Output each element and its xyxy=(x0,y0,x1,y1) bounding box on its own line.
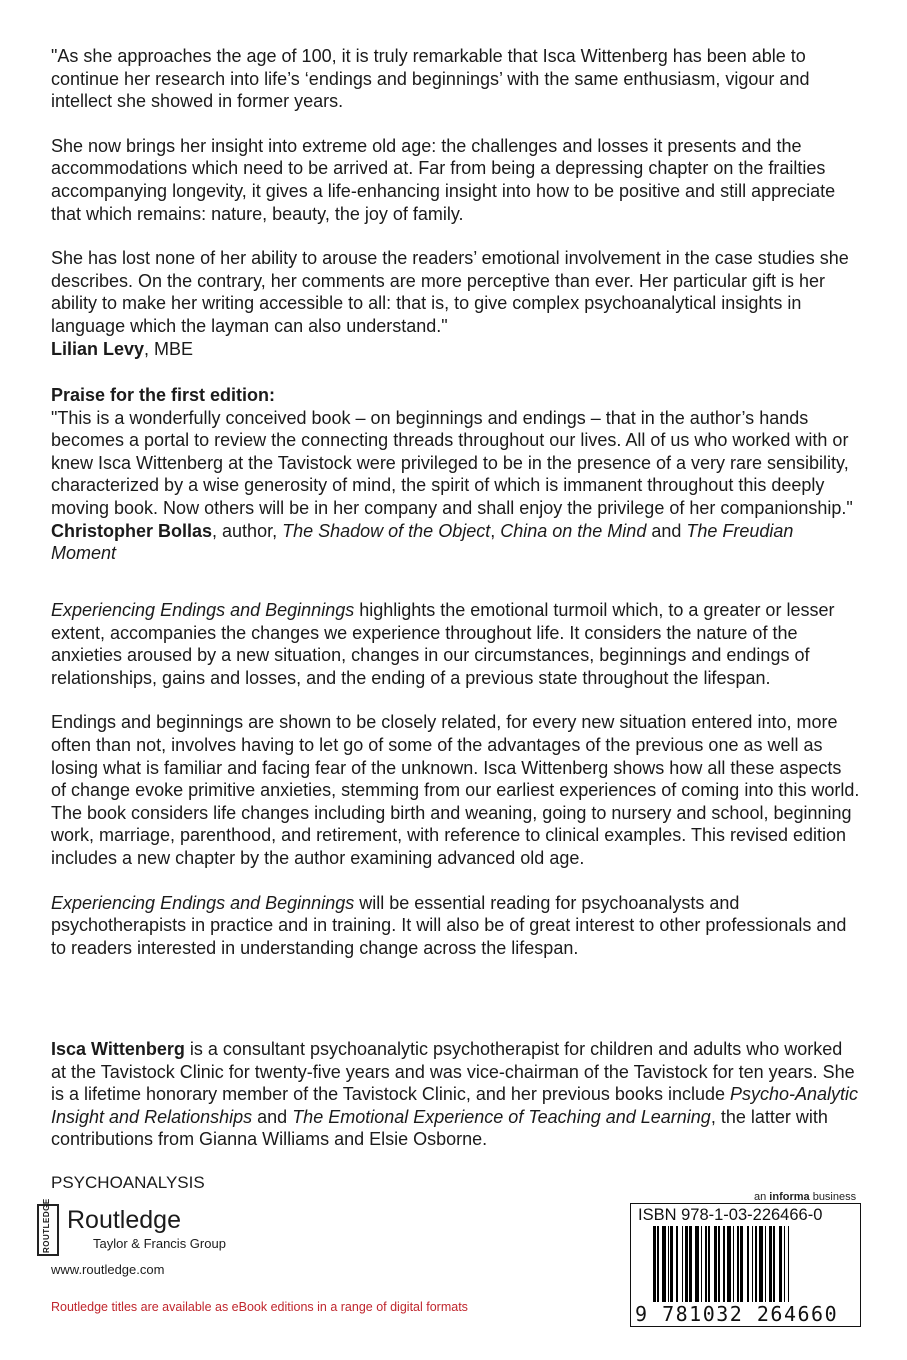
barcode-bar xyxy=(737,1226,738,1302)
barcode-bar xyxy=(773,1226,774,1302)
publisher-name: Routledge xyxy=(67,1206,181,1234)
barcode-bar xyxy=(705,1226,706,1302)
author-name: Lilian Levy xyxy=(51,338,145,359)
barcode-bar xyxy=(685,1226,688,1302)
barcode-bar xyxy=(668,1226,669,1302)
barcode-bar xyxy=(718,1226,719,1302)
routledge-logo xyxy=(37,1198,237,1260)
barcode-bar xyxy=(682,1226,683,1302)
barcode-bar xyxy=(769,1226,772,1302)
isbn-barcode xyxy=(630,1203,861,1327)
barcode-bar xyxy=(779,1226,782,1302)
isbn-text: ISBN 978-1-03-226466-0 xyxy=(638,1206,823,1224)
description-paragraph: Experiencing Endings and Beginnings will be essential reading for psychoanalysts and psychotherapists in practice and in training. It will also be of great interest to other professionals and to readers interested in understanding change across the lifespan. xyxy=(51,892,847,958)
book-title: The Freudian Moment xyxy=(51,520,794,564)
quote-paragraph: She has lost none of her ability to arouse the readers’ emotional involvement in the case studies she describes. On the contrary, her comments are more perceptive than ever. Her particular gift is her ability to make her writing accessible to all: that is, to give complex psychoanalytical insights in language which the layman can also understand." xyxy=(51,248,849,336)
author-name: Christopher Bollas xyxy=(51,520,213,541)
barcode-bar xyxy=(714,1226,717,1302)
description-paragraph: Experiencing Endings and Beginnings highlights the emotional turmoil which, to a greater or lesser extent, accompanies the changes we experience throughout life. It considers the nature of the anxieties aroused by a new situation, changes in our circumstances, beginnings and endings of relationships, gains and losses, and the ending of a previous state throughout the lifespan. xyxy=(51,600,835,688)
barcode-bar xyxy=(788,1226,789,1302)
book-title: Experiencing Endings and Beginnings xyxy=(51,600,355,620)
barcode-bar xyxy=(755,1226,758,1302)
barcode-bar xyxy=(657,1226,658,1302)
quote-attribution: Lilian Levy, MBE xyxy=(51,338,194,359)
barcode-bar xyxy=(689,1226,692,1302)
publisher-group: Taylor & Francis Group xyxy=(93,1236,226,1251)
barcode-bar xyxy=(676,1226,677,1302)
routledge-mark-icon: ROUTLEDGE xyxy=(37,1204,59,1256)
barcode-bar xyxy=(747,1226,748,1302)
book-title: The Emotional Experience of Teaching and Learning xyxy=(292,1106,711,1127)
quote-paragraph: She now brings her insight into extreme old age: the challenges and losses it presents and the accommodations which need to be arrived at. Far from being a depressing chapter on the frailties accompanying longevity, it gives a life-enhancing insight into how to be positive and still appreciate that which remains: nature, beauty, the joy of family. xyxy=(51,135,836,224)
barcode-bar xyxy=(765,1226,766,1302)
book-description xyxy=(51,599,861,959)
barcode-bar xyxy=(723,1226,726,1302)
publisher-url: www.routledge.com xyxy=(51,1262,165,1277)
barcode-bar xyxy=(701,1226,702,1302)
quote-paragraph: "As she approaches the age of 100, it is truly remarkable that Isca Wittenberg has been able to continue her research into life’s ‘endings and beginnings’ with the same enthusiasm, vigour and intellect she showed in former years. xyxy=(51,46,810,112)
barcode-bar xyxy=(752,1226,753,1302)
praise-section xyxy=(51,384,861,565)
book-title: Psycho-Analytic Insight and Relationships xyxy=(51,1084,859,1127)
barcode-digits: 9 781032 264660 xyxy=(635,1302,839,1326)
subject-category: PSYCHOANALYSIS xyxy=(51,1173,205,1192)
barcode-bar xyxy=(784,1226,785,1302)
barcode-bar xyxy=(653,1226,656,1302)
barcode-bar xyxy=(670,1226,673,1302)
barcode-bar xyxy=(695,1226,699,1302)
author-name: Isca Wittenberg xyxy=(51,1039,185,1059)
barcode-bar xyxy=(708,1226,709,1302)
praise-heading: Praise for the first edition: xyxy=(51,385,276,405)
barcode-bar xyxy=(727,1226,731,1302)
informa-tagline: an informa business xyxy=(754,1191,857,1203)
barcode-bars xyxy=(653,1226,843,1302)
barcode-bar xyxy=(759,1226,763,1302)
barcode-bar xyxy=(740,1226,743,1302)
ebook-note: Routledge titles are available as eBook editions in a range of digital formats xyxy=(51,1300,468,1314)
book-title: Experiencing Endings and Beginnings xyxy=(51,892,355,913)
praise-quote: "This is a wonderfully conceived book – on beginnings and endings – that in the author’s hands becomes a portal to review the connecting threads throughout our lives. All of us who worked with or knew Isca Wittenberg at the Tavistock were privileged to be in the presence of a very rare sensibility, characterized by a wise generosity of mind, the spirit of which is immanent throughout this deeply moving book. Now others will be in her company and shall enjoy the privilege of her companionship." xyxy=(51,407,853,518)
barcode-bar xyxy=(662,1226,666,1302)
endorsement-levy xyxy=(51,45,861,360)
book-title: China on the Mind xyxy=(500,520,647,541)
description-paragraph: Endings and beginnings are shown to be closely related, for every new situation entered into, more often than not, involves having to let go of some of the advantages of the previous one as well as losing what is familiar and facing fear of the unknown. Isca Wittenberg shows how all these aspects of change evoke primitive anxieties, stemming from our earliest experiences of coming into this world. The book considers life changes including birth and weaning, going to nursery and school, beginning work, marriage, parenthood, and retirement, with reference to clinical examples. This revised edition includes a new chapter by the author examining advanced old age. xyxy=(51,712,860,868)
barcode-bar xyxy=(733,1226,734,1302)
author-bio: Isca Wittenberg is a consultant psychoanalytic psychotherapist for children and adults who worked at the Tavistock Clinic for twenty-five years and was vice-chairman of the Tavistock for ten years. She is a lifetime honorary member of the Tavistock Clinic, and her previous books include Psycho-Analytic Insight and Relationships and The Emotional Experience of Teaching and Learning, the latter with contributions from Gianna Williams and Elsie Osborne. xyxy=(51,1039,859,1150)
book-title: The Shadow of the Object xyxy=(282,520,491,541)
praise-attribution: Christopher Bollas, author, The Shadow of the Object, China on the Mind and The Freudian Moment xyxy=(51,520,794,564)
